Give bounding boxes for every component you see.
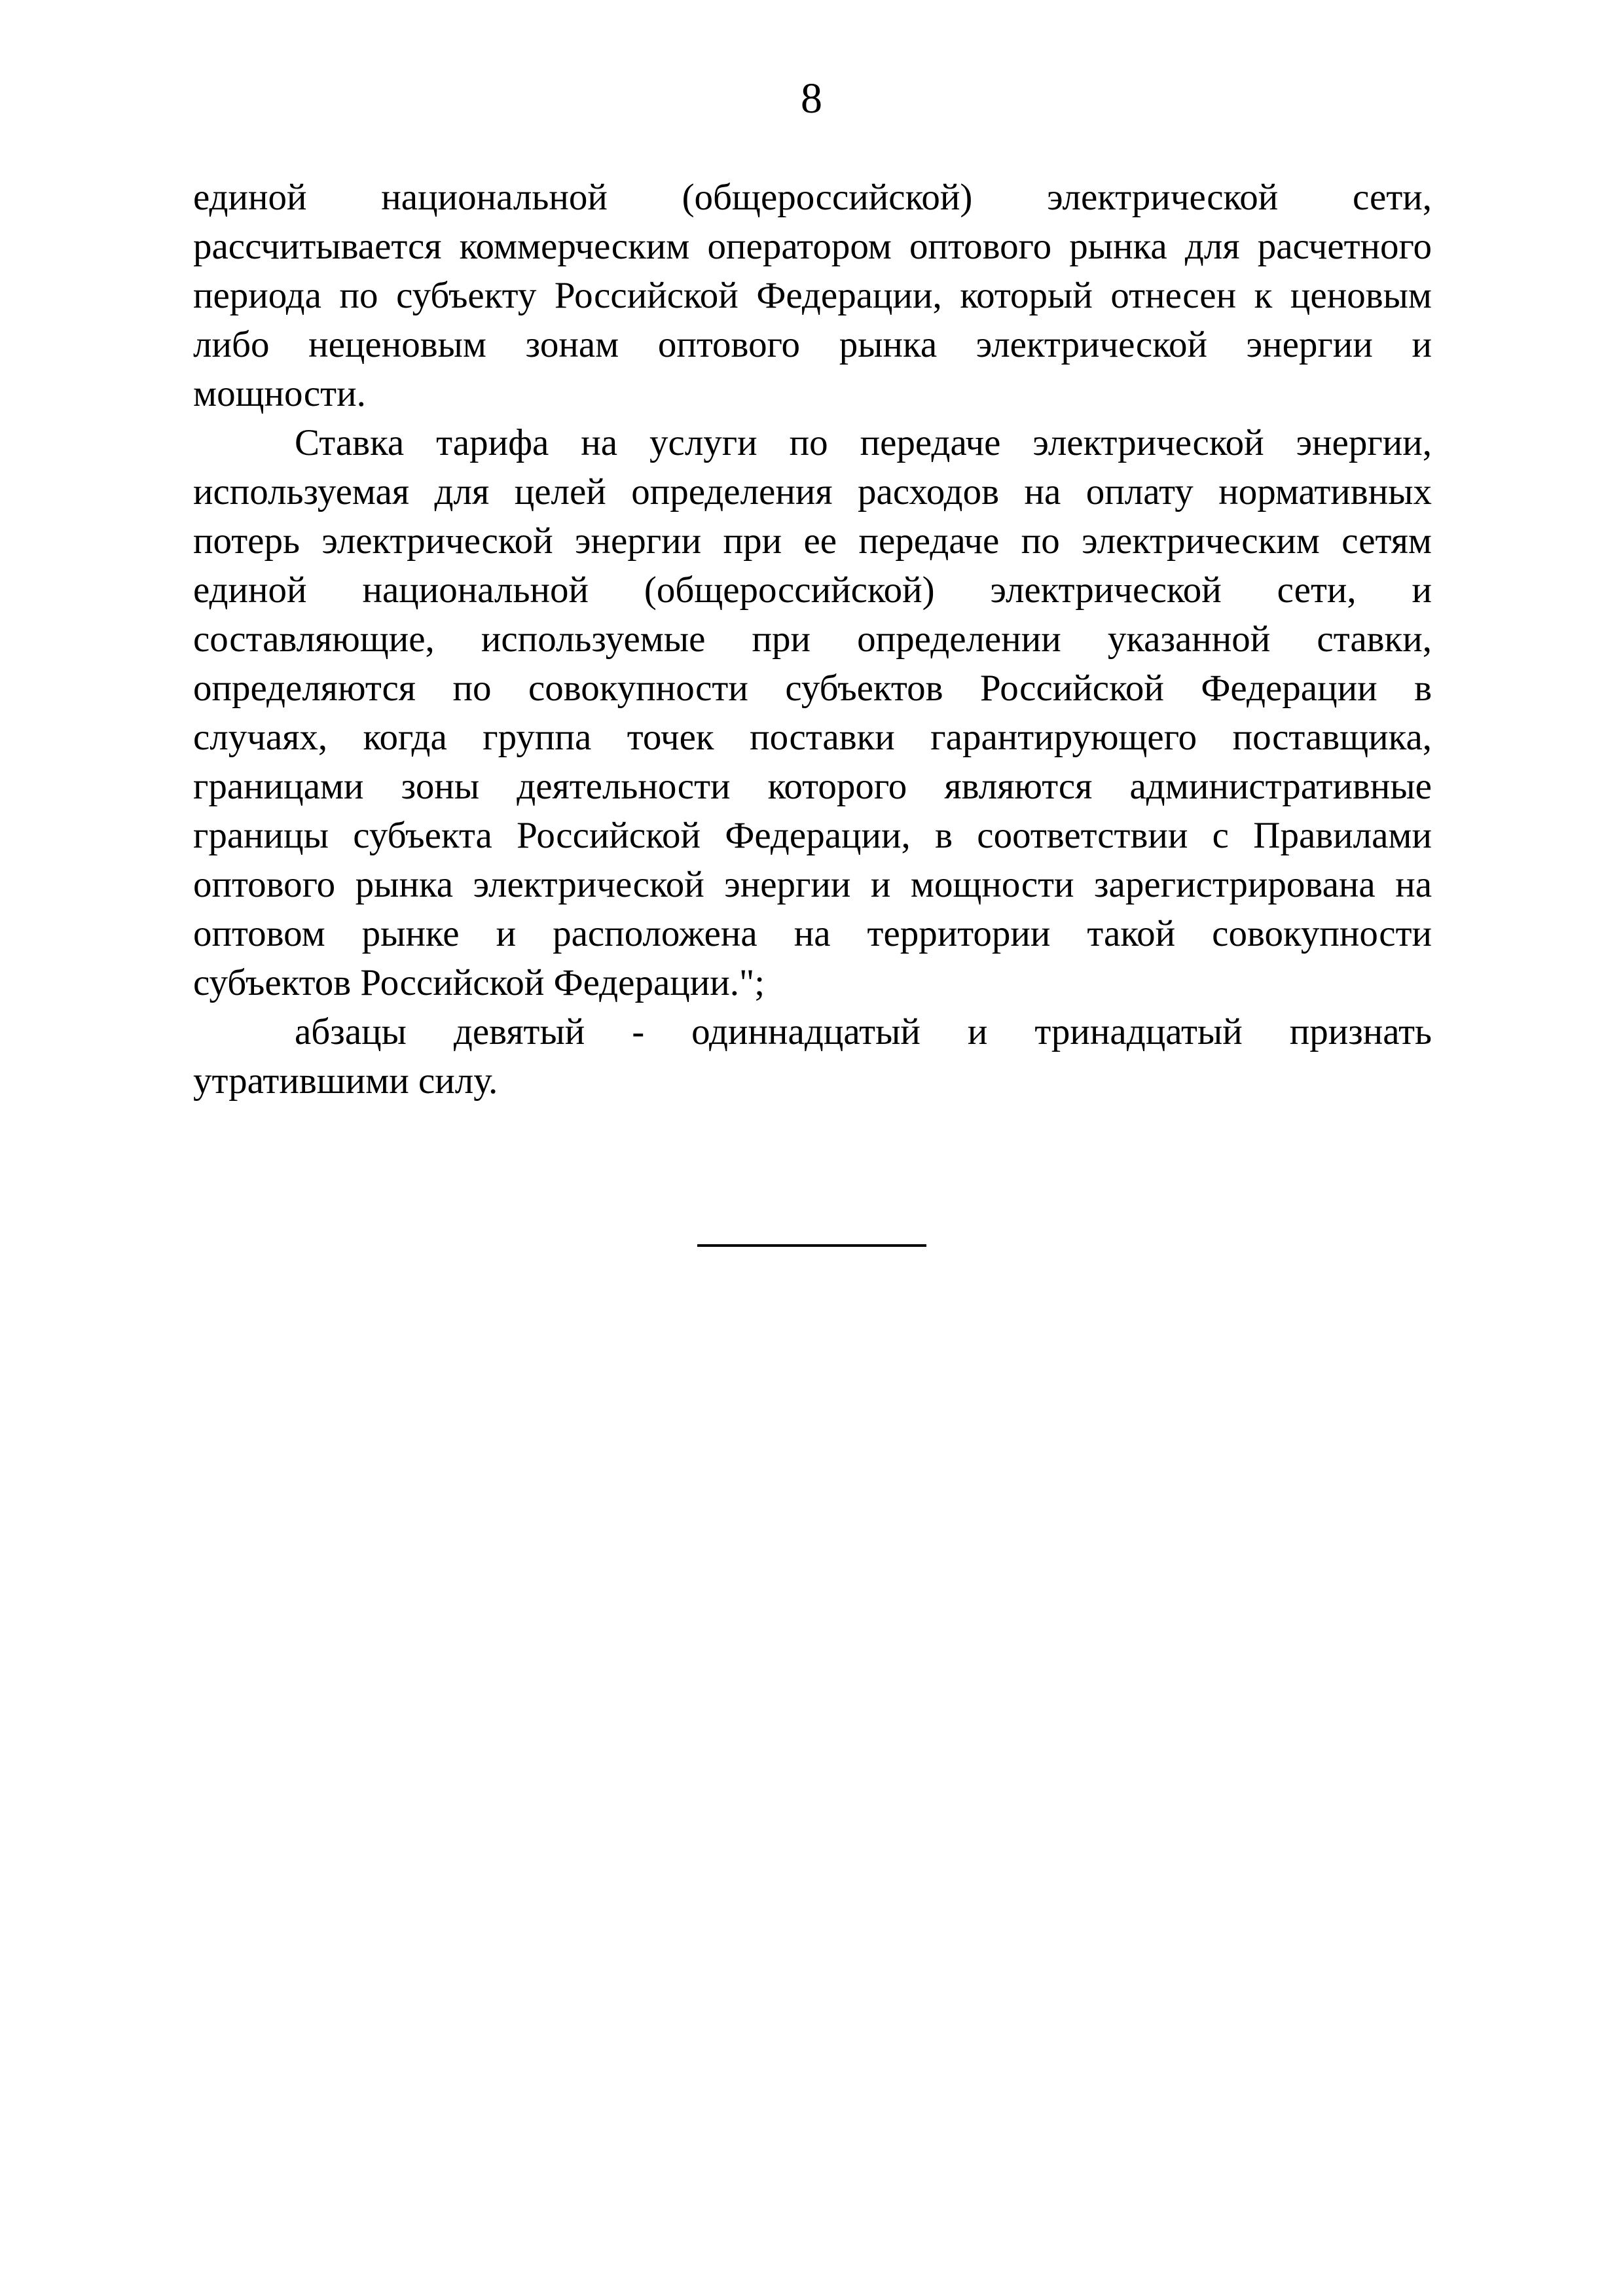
- paragraph: [193, 173, 1432, 418]
- text-line: мощности.: [193, 373, 366, 414]
- text-line: утратившими силу.: [193, 1060, 498, 1102]
- text-line: абзацы девятый - одиннадцатый и тринадцатый признать: [295, 1011, 1432, 1052]
- text-line: случаях, когда группа точек поставки гарантирующего поставщика,: [193, 717, 1432, 758]
- text-line: Ставка тарифа на услуги по передаче электрической энергии,: [295, 422, 1432, 463]
- text-line: оптовом рынке и расположена на территории такой совокупности: [193, 913, 1432, 954]
- text-block: [193, 173, 1432, 1105]
- text-line: границами зоны деятельности которого являются административные: [193, 766, 1432, 807]
- text-line: рассчитывается коммерческим оператором оптового рынка для расчетного: [193, 226, 1432, 267]
- text-line: субъектов Российской Федерации.";: [193, 962, 765, 1003]
- text-line: границы субъекта Российской Федерации, в соответствии с Правилами: [193, 815, 1432, 856]
- text-line: составляющие, используемые при определении указанной ставки,: [193, 619, 1432, 660]
- text-line: оптового рынка электрической энергии и мощности зарегистрирована на: [193, 864, 1432, 905]
- text-line: единой национальной (общероссийской) электрической сети,: [193, 177, 1432, 218]
- text-line: периода по субъекту Российской Федерации, который отнесен к ценовым: [193, 275, 1432, 316]
- paragraph: [193, 1007, 1432, 1105]
- separator-line: [697, 1244, 926, 1247]
- paragraph: [193, 418, 1432, 1007]
- text-line: определяются по совокупности субъектов Российской Федерации в: [193, 668, 1432, 709]
- text-line: либо неценовым зонам оптового рынка электрической энергии и: [193, 324, 1432, 365]
- text-line: используемая для целей определения расходов на оплату нормативных: [193, 471, 1432, 512]
- text-line: единой национальной (общероссийской) электрической сети, и: [193, 569, 1432, 611]
- text-line: потерь электрической энергии при ее передаче по электрическим сетям: [193, 520, 1432, 562]
- page-number: 8: [801, 75, 822, 122]
